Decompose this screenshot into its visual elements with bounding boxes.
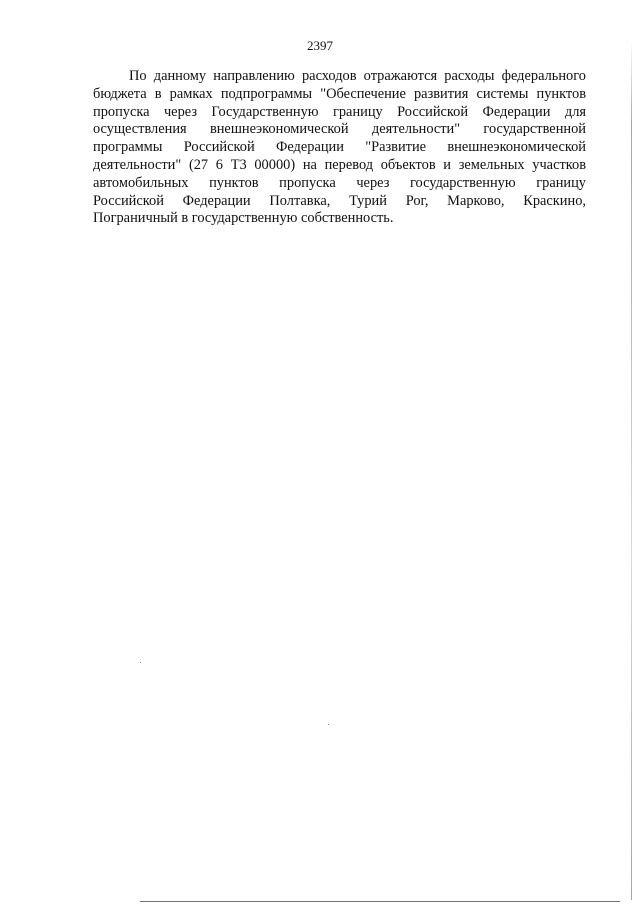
paragraph-line: программы Российской Федерации "Развитие внешнеэкономической bbox=[93, 139, 586, 156]
paragraph-line: По данному направлению расходов отражаются расходы федерального bbox=[129, 68, 586, 84]
scan-edge-bottom bbox=[140, 901, 620, 902]
paragraph-line: пропуска через Государственную границу Российской Федерации для bbox=[93, 103, 586, 120]
scan-speck bbox=[328, 724, 329, 725]
body-paragraph bbox=[93, 68, 586, 228]
paragraph-line: Пограничный в государственную собственность. bbox=[93, 210, 394, 227]
paragraph-line: бюджета в рамках подпрограммы "Обеспечение развития системы пунктов bbox=[93, 85, 586, 102]
scan-edge-right bbox=[631, 40, 632, 900]
paragraph-line: автомобильных пунктов пропуска через государственную границу bbox=[93, 174, 586, 191]
page-number: 2397 bbox=[307, 38, 333, 53]
scan-speck bbox=[140, 662, 141, 663]
paragraph-line: Российской Федерации Полтавка, Турий Рог, Марково, Краскино, bbox=[93, 192, 586, 209]
paragraph-line: деятельности" (27 6 Т3 00000) на перевод объектов и земельных участков bbox=[93, 156, 586, 173]
paragraph-line: осуществления внешнеэкономической деятельности" государственной bbox=[93, 121, 586, 138]
